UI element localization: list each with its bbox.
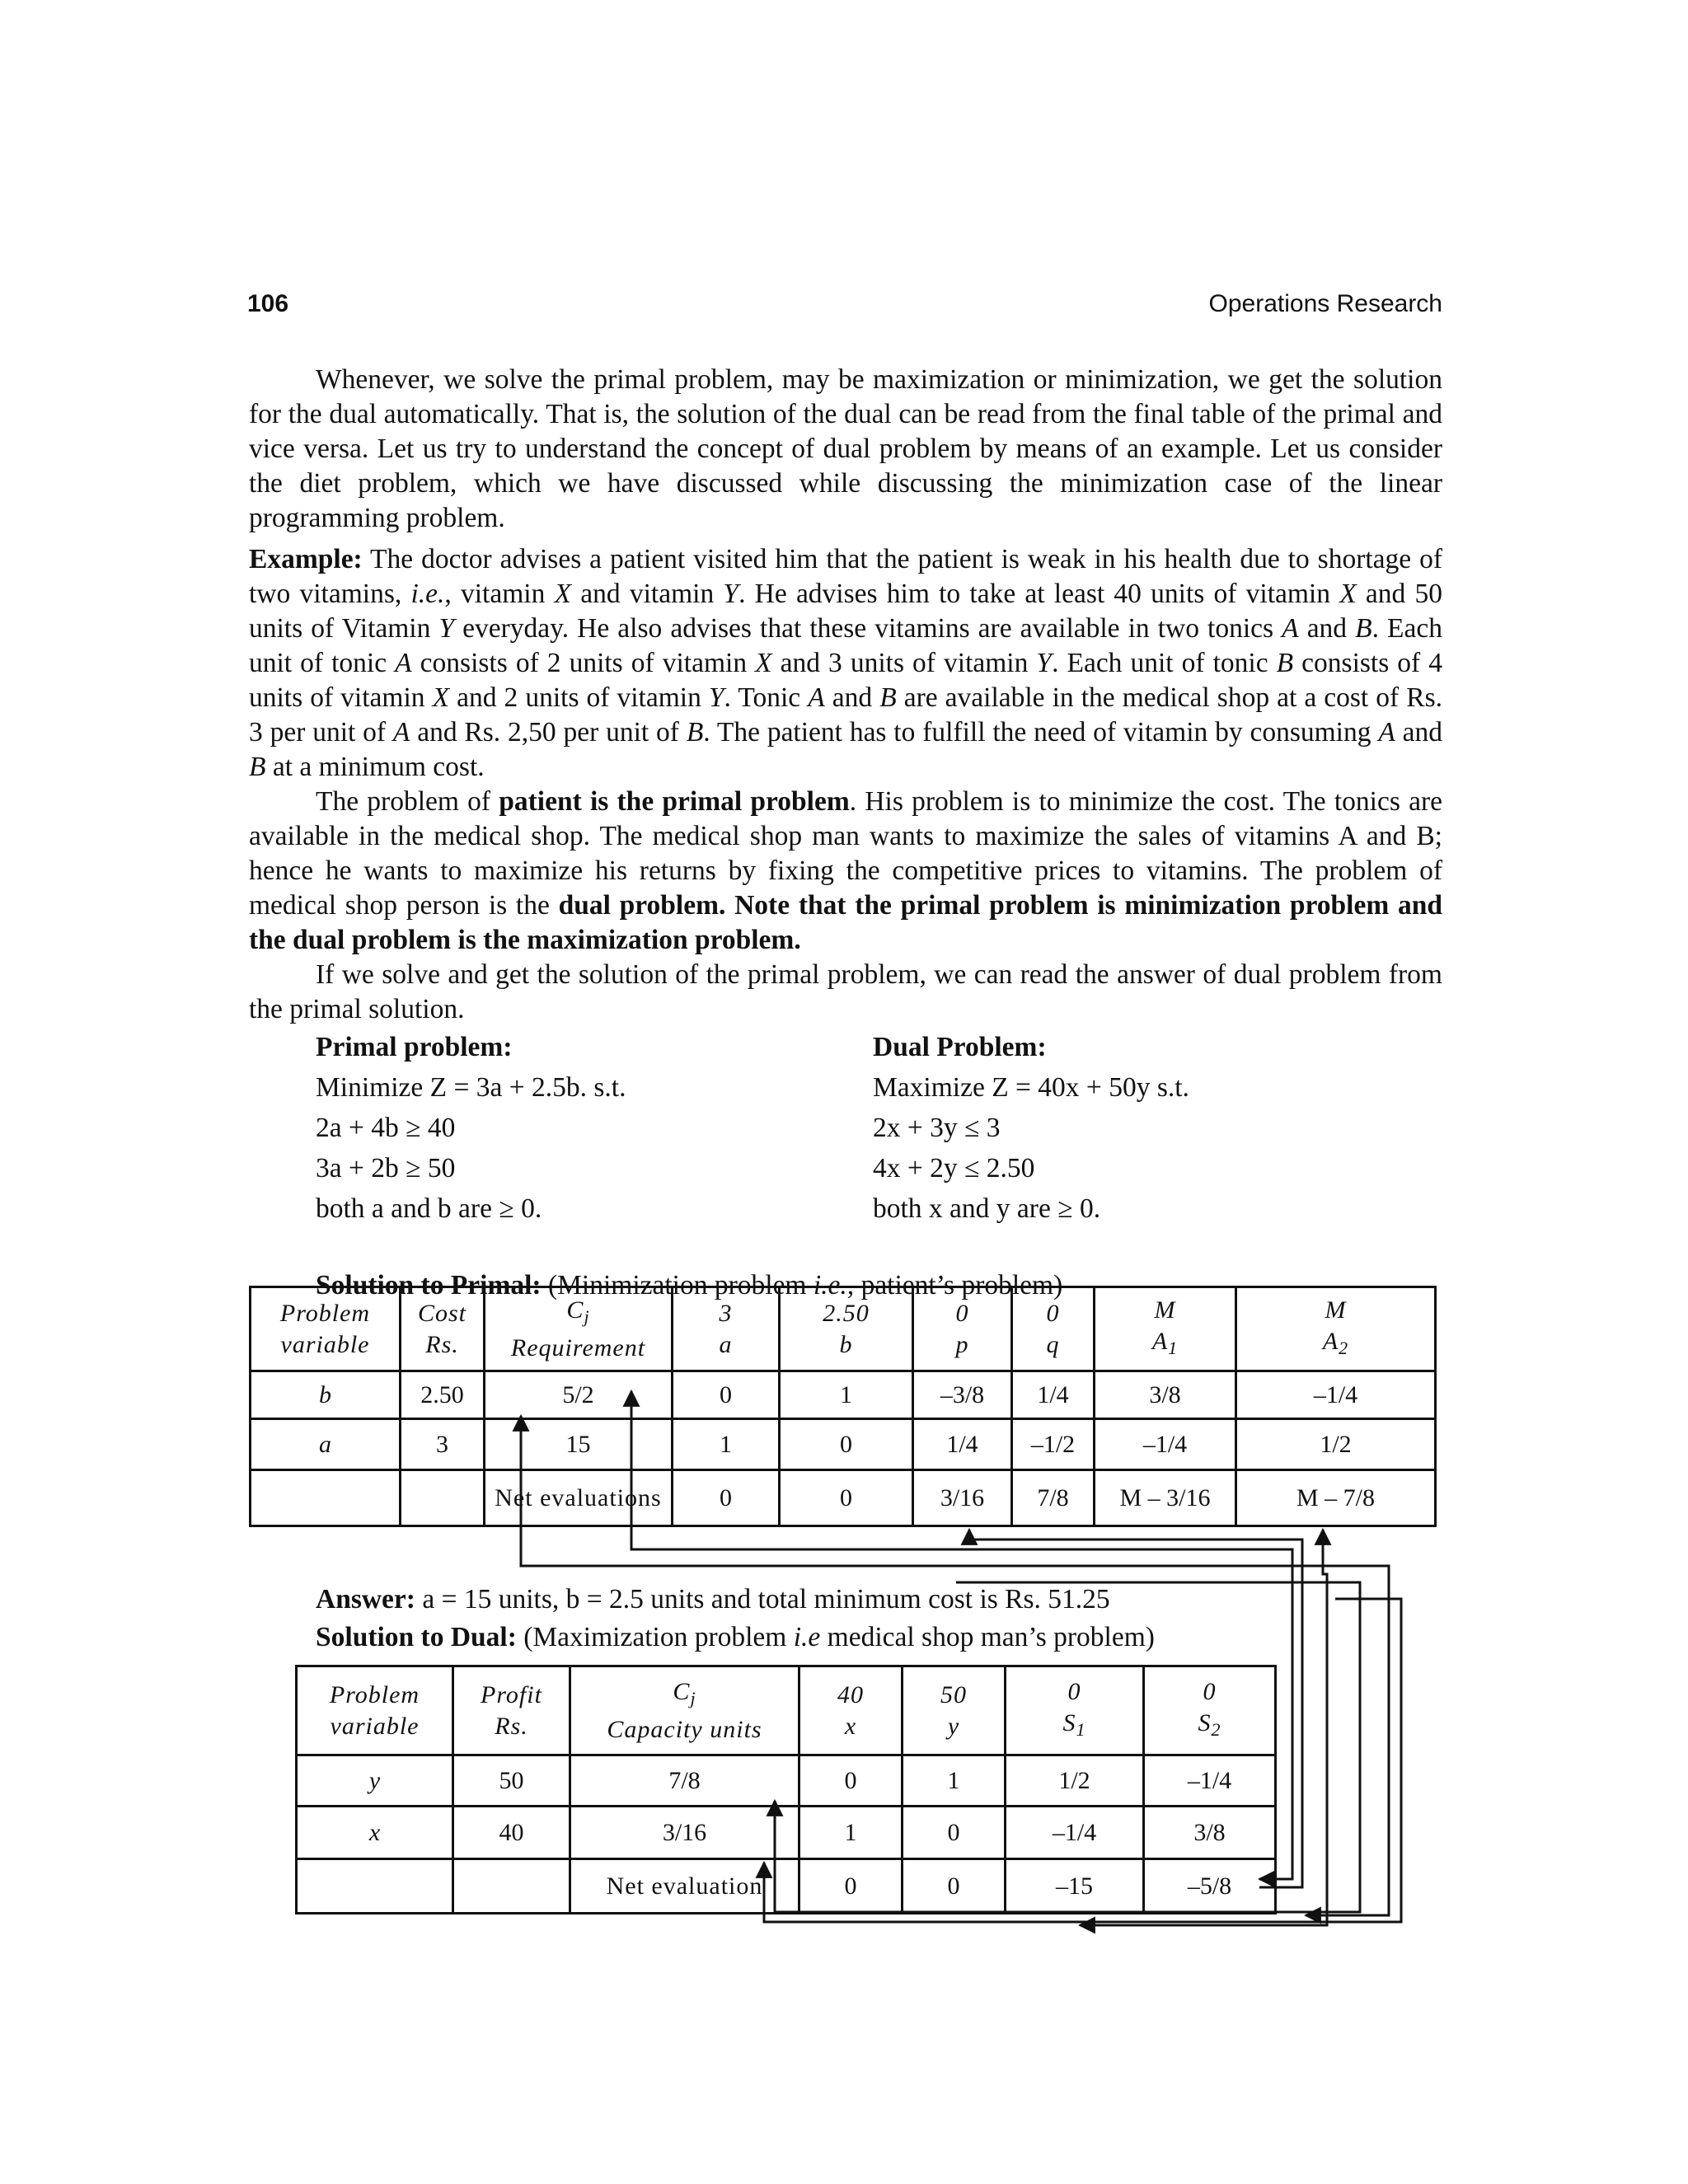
dual-objective: Maximize Z = 40x + 50y s.t. — [873, 1072, 1189, 1103]
header-cj-requirement: $C_j$ Requirement — [485, 1287, 673, 1371]
dual-constraint-1: 2x + 3y ≤ 3 — [873, 1113, 1001, 1143]
header-y: 50 y — [903, 1666, 1006, 1755]
page-body — [249, 363, 1442, 1305]
dual-net-evaluation-row — [297, 1859, 1276, 1914]
table-cell: 7/8 — [570, 1755, 799, 1807]
table-cell: 5/2 — [485, 1371, 673, 1419]
table-cell: 2.50 — [401, 1371, 485, 1419]
table-cell: 15 — [485, 1419, 673, 1470]
header-x: 40 x — [799, 1666, 903, 1755]
table-cell: y — [297, 1755, 453, 1807]
table-cell: 0 — [673, 1371, 780, 1419]
table-cell: 50 — [453, 1755, 570, 1807]
table-cell: M – 7/8 — [1236, 1470, 1436, 1526]
answer-line: Answer: a = 15 units, b = 2.5 units and total minimum cost is Rs. 51.25 — [316, 1584, 1110, 1615]
table-cell: 0 — [780, 1419, 913, 1470]
primal-formulation — [316, 1027, 626, 1229]
table-cell: 3/8 — [1144, 1807, 1276, 1859]
primal-heading: Primal problem: — [316, 1032, 513, 1062]
table-cell: 3 — [401, 1419, 485, 1470]
primal-dual-paragraph: The problem of patient is the primal problem. His problem is to minimize the cost. The tonics are available in the medical shop. The medical shop man wants to maximize the sales of vitamins A and B; hence he wants to maximize his returns by fixing the competitive prices to vitamins. The problem of medical shop person is the dual problem. Note that the primal problem is minimization problem and the dual problem is the maximization problem. — [249, 786, 1442, 955]
table-cell: 40 — [453, 1807, 570, 1859]
table-cell: –1/4 — [1095, 1419, 1236, 1470]
intro-paragraph: Whenever, we solve the primal problem, may be maximization or minimization, we get the solution for the dual automatically. That is, the solution of the dual can be read from the final table of the primal and vice versa. Let us try to understand the concept of dual problem by means of an example. Let us consider the diet problem, which we have discussed while discussing the minimization case of the linear programming problem. — [249, 364, 1442, 533]
header-cj-capacity: $C_j$ Capacity units — [570, 1666, 799, 1755]
dual-formulation — [873, 1027, 1189, 1229]
table-cell: –1/4 — [1006, 1807, 1144, 1859]
primal-objective: Minimize Z = 3a + 2.5b. s.t. — [316, 1072, 626, 1103]
table-cell: x — [297, 1807, 453, 1859]
dual-constraint-2: 4x + 2y ≤ 2.50 — [873, 1153, 1035, 1183]
table-cell — [297, 1859, 453, 1914]
table-cell: 1 — [799, 1807, 903, 1859]
header-s2: 0 $S_2$ — [1144, 1666, 1276, 1755]
header-cost: Cost Rs. — [401, 1287, 485, 1371]
page-number: 106 — [247, 290, 289, 317]
table-cell: 0 — [799, 1859, 903, 1914]
dual-heading: Dual Problem: — [873, 1032, 1047, 1062]
table-cell: b — [251, 1371, 401, 1419]
table-cell: 1 — [673, 1419, 780, 1470]
dual-solution-caption: Solution to Dual: (Maximization problem i.e medical shop man’s problem) — [316, 1622, 1155, 1652]
table-cell: –1/2 — [1012, 1419, 1095, 1470]
header-profit: Profit Rs. — [453, 1666, 570, 1755]
table-row — [297, 1807, 1276, 1859]
header-problem-variable: Problem variable — [251, 1287, 401, 1371]
table-cell: 1/2 — [1006, 1755, 1144, 1807]
table-cell: a — [251, 1419, 401, 1470]
primal-constraint-2: 3a + 2b ≥ 50 — [316, 1153, 456, 1183]
table-cell: 1 — [780, 1371, 913, 1419]
primal-nonnegativity: both a and b are ≥ 0. — [316, 1193, 542, 1224]
solution-paragraph: If we solve and get the solution of the primal problem, we can read the answer of dual problem from the primal solution. — [249, 959, 1442, 1024]
table-cell: –1/4 — [1144, 1755, 1276, 1807]
dual-nonnegativity: both x and y are ≥ 0. — [873, 1193, 1101, 1224]
table-cell: 0 — [780, 1470, 913, 1526]
table-cell: –5/8 — [1144, 1859, 1276, 1914]
table-cell — [453, 1859, 570, 1914]
table-row — [251, 1419, 1436, 1470]
book-title: Operations Research — [1208, 290, 1442, 317]
header-a: 3 a — [673, 1287, 780, 1371]
table-cell: 0 — [673, 1470, 780, 1526]
table-cell: 3/16 — [570, 1807, 799, 1859]
example-paragraph: Example: The doctor advises a patient visited him that the patient is weak in his health due to shortage of two vitamins, i.e., vitamin X and vitamin Y. He advises him to take at least 40 units of vitamin X and 50 units of Vitamin Y everyday. He also advises that these vitamins are available in two tonics A and B. Each unit of tonic A consists of 2 units of vitamin X and 3 units of vitamin Y. Each unit of tonic B consists of 4 units of vitamin X and 2 units of vitamin Y. Tonic A and B are available in the medical shop at a cost of Rs. 3 per unit of A and Rs. 2,50 per unit of B. The patient has to fulfill the need of vitamin by consuming A and B at a minimum cost. — [249, 544, 1443, 782]
table-cell: 1/4 — [913, 1419, 1012, 1470]
header-a2: M $A_2$ — [1236, 1287, 1436, 1371]
primal-net-evaluation-row — [251, 1470, 1436, 1526]
primal-simplex-table — [249, 1286, 1437, 1527]
header-a1: M $A_1$ — [1095, 1287, 1236, 1371]
table-cell: 0 — [903, 1807, 1006, 1859]
table-cell: 0 — [903, 1859, 1006, 1914]
table-cell: 7/8 — [1012, 1470, 1095, 1526]
table-cell: 1 — [903, 1755, 1006, 1807]
header-p: 0 p — [913, 1287, 1012, 1371]
problem-formulations — [316, 1027, 1442, 1266]
header-s1: 0 $S_1$ — [1006, 1666, 1144, 1755]
table-row — [251, 1371, 1436, 1419]
dual-simplex-table — [295, 1665, 1277, 1915]
header-q: 0 q — [1012, 1287, 1095, 1371]
table-cell: –1/4 — [1236, 1371, 1436, 1419]
table-cell — [401, 1470, 485, 1526]
header-problem-variable: Problem variable — [297, 1666, 453, 1755]
table-row — [297, 1755, 1276, 1807]
primal-solution-caption: Solution to Primal: (Minimization problem i.e., patient’s problem) — [316, 1270, 1063, 1301]
table-cell: Net evaluation — [570, 1859, 799, 1914]
page-header — [247, 290, 1442, 331]
answer-and-dual-caption — [316, 1581, 1155, 1657]
table-cell: 3/16 — [913, 1470, 1012, 1526]
table-cell: 1/2 — [1236, 1419, 1436, 1470]
table-cell: 3/8 — [1095, 1371, 1236, 1419]
table-cell: 1/4 — [1012, 1371, 1095, 1419]
table-cell — [251, 1470, 401, 1526]
dual-header-row — [297, 1666, 1276, 1755]
table-cell: –3/8 — [913, 1371, 1012, 1419]
table-cell: –15 — [1006, 1859, 1144, 1914]
header-b: 2.50 b — [780, 1287, 913, 1371]
primal-constraint-1: 2a + 4b ≥ 40 — [316, 1113, 456, 1143]
table-cell: Net evaluations — [485, 1470, 673, 1526]
primal-header-row — [251, 1287, 1436, 1371]
table-cell: M – 3/16 — [1095, 1470, 1236, 1526]
table-cell: 0 — [799, 1755, 903, 1807]
